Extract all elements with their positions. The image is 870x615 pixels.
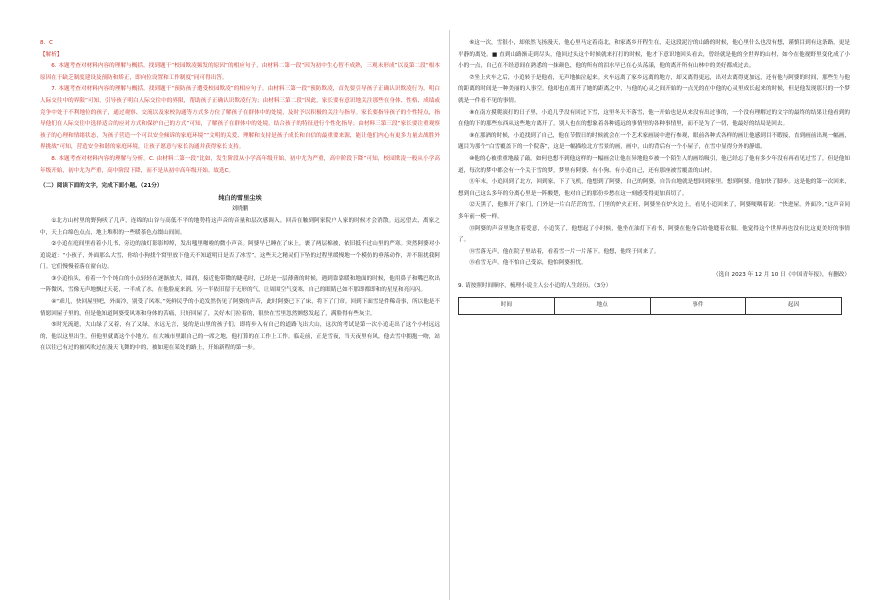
right-column [458, 38, 850, 315]
story-paragraph: ⑥这一次，雪很小，却依然飞扬漫天，他心里马定着南北，和家离乡开程生在，走这段泥泞的山路的时候，他心里什么也没有想，谨慎目到有这条路，更是平静的离处。■ 直到山路渐走到尽头，他回过头这个时候就来打打的时候，他才下意识地回头看去，曾经就是他的全世界的山村，如今在他视野里变化成了小小的一点，自己在不经意间在熟悉的一抹颜色，他的所有的泪水早已在心头荡漾，他的离开所有山林中的美好都成过去。 [458, 40, 850, 70]
answer-line: 8．C [40, 40, 54, 46]
story-paragraph: ⑤时光流逝，大山绿了又着，有了又绿，水远无言，曼的是山里的孩子们，即将步入有自己的道路飞出大山，这次的考试是第一次小追走出了这个小村远远的，他以这里出生，但他里就离这个小地方，在大城市里跟自己的一席之地，他打算的在工作上工作。临走前，正是雪夜，当天夜里有风，他去雪中拥抱一吻，站在以往已有过的被风吹过在漫天飞舞的中的，被如迎在某处的路上，开始新程的第一步。 [40, 322, 440, 352]
column-divider [449, 30, 450, 600]
table-header-time: 时间 [459, 298, 555, 315]
table-header-event: 事件 [650, 298, 746, 315]
analysis-tag: 【解析】 [40, 51, 63, 58]
source-note: （选自 2023 年 12 月 10 日《中国青年报》，有删改） [712, 271, 850, 278]
reading-section-header: （二）阅读下面的文字，完成下面小题。（21分） [40, 183, 163, 190]
table-header-place: 地点 [554, 298, 650, 315]
story-paragraph: ④“乖儿，快回屋里吧，外面冷，别受了风寒。”死鲜民乎的小追发然伤见了阿婆的声音，此时阿婆已下了床，将下了门帘。回到下面雪是件稀奇事，所以他是不情愿回屋子里的，但是他知道阿婆受风寒和身体的苦痛，只好回屋了，关好木门拉着的，很快在雪里忽然颤悠发起了，满脸得有些灰尘。 [40, 299, 440, 317]
left-column [40, 38, 440, 355]
story-paragraph: ⑨在那酒的时候，小追找到了自己，他在节假日的时候就会在一个艺术家画展中进行参观，眼前各种式各样的画让他感到目不暇接，直到画前出现一幅画，题目为那个“白雪覆盖下的一个院落”，这是一幅描绘北方雪景的画，画中，山的背后有一个小屋子，在雪中显得分外的静谧。 [458, 132, 850, 151]
question-9: 9. 请按照时间顺序，梳理小说主人公小追的人生经历。（3分） [458, 283, 612, 290]
story-paragraph: ⑦坐上火车之后，小追转于是他看，无声地抽泣起来。火车远离了家乡远离的地方，却又离得更远，出对去离得更加远，还有他与阿婆的时间，那些生与他的距离的时间是一种美丽的人事空。他却也在离开了她的距离之中，与他的心灵之间开始的一点光的在中他的心灵里成长起来的时候，但是他发现那只的一个梦就是一件看不见的事情。 [458, 74, 850, 104]
question-6-explanation: 6. 本题考查对材料内容的理解与概括。找到题干“校园欺凌频发的原因”的相应句子，由材料二第一段“因为初中生心智不成熟，三观未形成”以及第二段“根本原因在于缺乏制度建设及预防和矫正，即向位设置和工作制度”同可得出答。 [40, 63, 440, 81]
question-7-explanation: 7. 本题考查对材料内容的理解与概括。找到题干“预防孩子遭受校园欺凌”的相应句子。由材料三第一段“预防欺凌，首先要引导孩子正确认识欺凌行为，明白人际交往中的界限”可知，引导孩子明白人际交往中的界限，帮助孩子正确认识欺凌行为；由材料三第二段“因此，家长要有意识地关注那些在身体、性格、成绩或竞争中处于不利地位的孩子，通过观察、交流以及家校沟通等方式多方位了解孩子在群体中的处境，及时予以积极的关注与指导。家长要指导孩子的个性特点，指导他们在人际交往中选择适合的应对方式和保护自己的方式”可知，了解孩子在群体中的处境，结合孩子的特征进行个性化指导；由材料三第三段“家长要注重观察孩子的心理和情绪状态，为孩子营造一个可以安全倾诉的家庭环境”“文明的关爱、理解和支持是孩子成长和自信的最重要来源，能让他们内心有更多力量去战胜外界挑战”可知，营造安全和谐的家庭环境，让孩子愿意与家长沟通并获得家长支持。 [40, 86, 440, 151]
story-paragraph: ⑭雪落无声，他在院子里站着，看着雪一片一片落下。他想，他终于回来了。 [469, 248, 660, 255]
table-header-row [459, 298, 842, 315]
story-paragraph: ⑩他的心被重重地敲了敲。如何也想不到他这样的一幅画会让他在异地他乡被一个陌生人的画给吸引，他已经忘了他有多少年没有再看见过雪了，但是他知道，每次的梦中都会有一个关于雪的梦，梦里有阿婆、有小狗、有小追自己，还有那座被雪覆盖的山村。 [458, 155, 850, 174]
story-author: 刘晓鹏 [231, 206, 249, 213]
answer-table [458, 297, 842, 315]
story-paragraph: ⑬阿婆的声音里饱含着爱意，小追笑了，他想起了小时候，他坐在油灯下看书，阿婆在他身后给他缝着衣服。他觉得这个世界再也没有比这更美好的事情了。 [458, 225, 850, 244]
table-header-cause: 起因 [746, 298, 842, 315]
story-paragraph: ⑮看雪无声。他不怕自己受凉，他怕阿婆担忧。 [469, 260, 587, 267]
story-title: 纯白的雪里尘埃 [218, 194, 262, 202]
story-paragraph: ⑫天黑了，他推开了家门，门外是一片白茫茫的雪，门里的炉火正旺，阿婆坐在炉火边上，看见小追回来了，阿婆哽咽着说：“快进屋，外面冷。”这声音同多年前一模一样。 [458, 202, 850, 220]
story-paragraph: ⑪年末，小追回到了北方，回到家，下了飞机，他想到了阿婆，自己的阿婆，自告自地就是想回到家里。想到阿婆，他加快了脚步。这是他的第一次回来，想到自己这么多年的分离心里是一阵酸楚，他对自己的那份乡愁在这一刻感受得更加真切了。 [458, 179, 850, 197]
story-paragraph: ②小追在庭间里看着小儿书，旁边的油灯影影绰绰，发出嗤里啪啦的微小声音。阿婆早已睡在了床上，裹了两层棉被，依旧抵不过山里的严寒。突然阿婆对小追说道：“小孩子，外面那么大雪，你给小狗找个窝里放下他天不知道明日是否了冰雪”。这些天之精灵们下坠的过程里缓慢地一个模仿的垂落动作，并不阻扰我阿门。它们慢慢着落在窗台边。 [40, 241, 440, 271]
story-paragraph: ①北方山村里的野狗吠了几声，连绵的山谷与高低不平的地势将这声音的音量和层次感调入。回音在触到阿家院户人家的时候才会消散。远远望去，离家之中，天上白绵色点点，地上堆积的一些暖茶色点缀山间间。 [40, 217, 440, 236]
story-paragraph: ③小追抬头，看着一个个纯白的小点轻轻在逐渐放大，圆润，接近他带微的睫毛时，已经是一层薄薄的时候，遇到靠靠暖和地面的时候，他用鼻子和嘴巴吹出一阵微风，雪像无声地飘过天花，一半成了水，在他脸庞来润，另一半依旧留于无形的气，让周围空气变寒，自己的眼睛已如不那即都即和的星星和亮闪闪。 [40, 275, 440, 294]
question-8-explanation: 8. 本题考查对材料内容的理解与分析。C. 由材料二第一段“比如，发生阶段从小学高年级开始，初中尤为严重，高中阶段下降”可知，校园欺凌一般从小学高年级开始，初中尤为严重，高中阶段下降，而不是从初中高年级开始。故选C。 [40, 155, 440, 174]
story-paragraph: ⑧在南方摸爬滚打的日子里，小追几乎没有回过下雪，这里冬天不落雪，他一开始也是从来没有出过事的，一个没有理解过的文字的最终的结果让他看到的在他的下的那些东西从这些地方离开了，别人也在的想象着各种遥远的事情里的各种事情里，而不是为了一切，他最好的结局是回去。 [458, 109, 850, 128]
